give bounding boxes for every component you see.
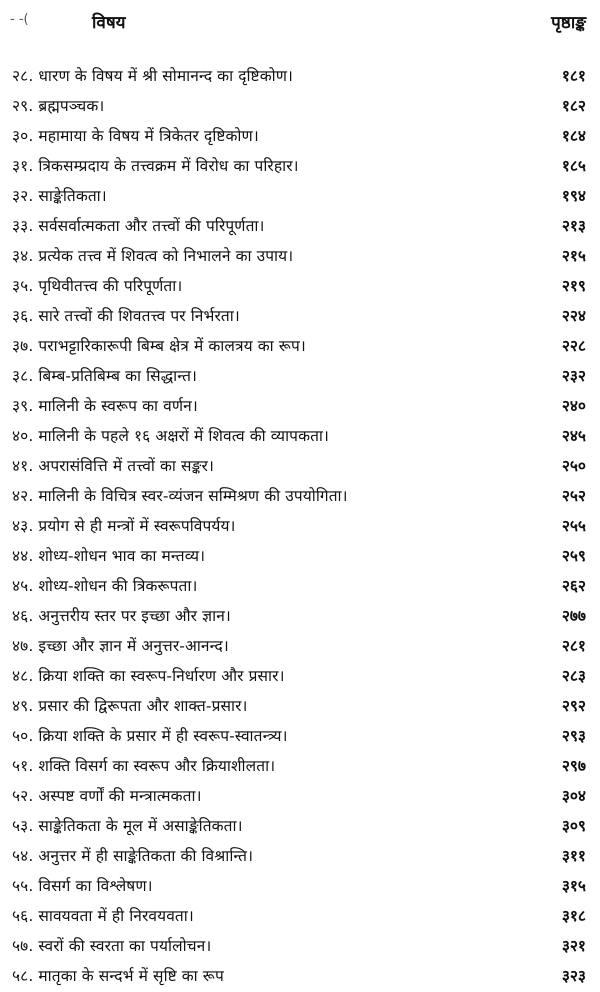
toc-entry-title: ४५. शोध्य-शोधन की त्रिकरूपता।	[12, 577, 198, 595]
toc-row	[0, 902, 600, 932]
toc-entry-page: ३०९	[561, 817, 586, 835]
toc-row	[0, 452, 600, 482]
toc-row	[0, 962, 600, 992]
toc-entry-title: ३५. पृथिवीतत्त्व की परिपूर्णता।	[12, 277, 183, 295]
toc-entry-page: २६२	[561, 577, 586, 595]
toc-entry-title: ५६. सावयवता में ही निरवयवता।	[12, 907, 194, 925]
toc-entry-page: ३१५	[561, 877, 586, 895]
toc-entry-page: २२८	[561, 337, 586, 355]
corner-mark: - -(	[10, 12, 29, 27]
toc-entry-page: ३०४	[561, 787, 586, 805]
toc-row	[0, 392, 600, 422]
toc-row	[0, 92, 600, 122]
toc-entry-page: २५९	[561, 547, 586, 565]
toc-entry-title: ५७. स्वरों की स्वरता का पर्यालोचन।	[12, 937, 212, 955]
toc-entry-page: २८१	[561, 637, 586, 655]
toc-entry-page: २८३	[561, 667, 586, 685]
toc-row	[0, 302, 600, 332]
toc-entry-page: १८१	[561, 67, 586, 85]
toc-entry-title: ३९. मालिनी के स्वरूप का वर्णन।	[12, 397, 198, 415]
toc-list	[0, 62, 600, 992]
toc-row	[0, 722, 600, 752]
toc-row	[0, 782, 600, 812]
toc-entry-page: २१३	[561, 217, 586, 235]
toc-entry-title: २९. ब्रह्मपञ्चक।	[12, 97, 105, 115]
toc-entry-title: ४७. इच्छा और ज्ञान में अनुत्तर-आनन्द।	[12, 637, 229, 655]
toc-row	[0, 482, 600, 512]
toc-row	[0, 242, 600, 272]
toc-row	[0, 272, 600, 302]
toc-entry-page: २२४	[561, 307, 586, 325]
toc-entry-page: २५२	[561, 487, 586, 505]
toc-entry-title: ४८. क्रिया शक्ति का स्वरूप-निर्धारण और प्रसार।	[12, 667, 285, 685]
toc-entry-title: ५२. अस्पष्ट वर्णों की मन्त्रात्मकता।	[12, 787, 202, 805]
toc-row	[0, 332, 600, 362]
toc-row	[0, 872, 600, 902]
toc-entry-title: ५०. क्रिया शक्ति के प्रसार में ही स्वरूप-स्वातन्त्र्य।	[12, 727, 288, 745]
toc-entry-page: ३११	[561, 847, 586, 865]
page-number-heading: पृष्ठाङ्क	[551, 13, 586, 33]
toc-row	[0, 212, 600, 242]
toc-entry-title: ४४. शोध्य-शोधन भाव का मन्तव्य।	[12, 547, 206, 565]
toc-row	[0, 932, 600, 962]
toc-entry-page: ३१८	[561, 907, 586, 925]
toc-entry-page: २३२	[561, 367, 586, 385]
toc-entry-title: ५३. साङ्केतिकता के मूल में असाङ्केतिकता।	[12, 817, 243, 835]
toc-entry-page: २९३	[561, 727, 586, 745]
toc-entry-page: २९२	[561, 697, 586, 715]
toc-entry-title: ४२. मालिनी के विचित्र स्वर-व्यंजन सम्मिश्रण की उपयोगिता।	[12, 487, 348, 505]
toc-entry-page: २७७	[561, 607, 586, 625]
toc-entry-title: ५५. विसर्ग का विश्लेषण।	[12, 877, 153, 895]
toc-entry-title: ३०. महामाया के विषय में त्रिकेतर दृष्टिकोण।	[12, 127, 259, 145]
toc-row	[0, 182, 600, 212]
toc-entry-page: २१९	[561, 277, 586, 295]
toc-entry-title: ४१. अपरासंवित्ति में तत्त्वों का सङ्कर।	[12, 457, 214, 475]
toc-entry-page: १८२	[561, 97, 586, 115]
toc-row	[0, 752, 600, 782]
toc-row	[0, 362, 600, 392]
toc-row	[0, 122, 600, 152]
toc-row	[0, 542, 600, 572]
toc-row	[0, 692, 600, 722]
toc-entry-title: ३३. सर्वसर्वात्मकता और तत्त्वों की परिपूर्णता।	[12, 217, 265, 235]
toc-entry-page: २५५	[561, 517, 586, 535]
toc-row	[0, 152, 600, 182]
toc-row	[0, 602, 600, 632]
toc-entry-page: ३२३	[561, 967, 586, 985]
toc-entry-title: २८. धारण के विषय में श्री सोमानन्द का दृष्टिकोण।	[12, 67, 294, 85]
toc-entry-page: १८४	[561, 127, 586, 145]
toc-entry-page: २१५	[561, 247, 586, 265]
toc-row	[0, 512, 600, 542]
toc-row	[0, 572, 600, 602]
toc-entry-page: २४०	[561, 397, 586, 415]
toc-entry-title: ५४. अनुत्तर में ही साङ्केतिकता की विश्रान्ति।	[12, 847, 254, 865]
toc-entry-title: ३८. बिम्ब-प्रतिबिम्ब का सिद्धान्त।	[12, 367, 197, 385]
toc-entry-title: ३२. साङ्केतिकता।	[12, 187, 107, 205]
toc-entry-title: ३६. सारे तत्त्वों की शिवतत्त्व पर निर्भरता।	[12, 307, 240, 325]
toc-row	[0, 812, 600, 842]
toc-entry-title: ४३. प्रयोग से ही मन्त्रों में स्वरूपविपर्यय।	[12, 517, 236, 535]
toc-entry-page: १८५	[561, 157, 586, 175]
toc-entry-title: ४०. मालिनी के पहले १६ अक्षरों में शिवत्व की व्यापकता।	[12, 427, 330, 445]
toc-entry-page: २९७	[561, 757, 586, 775]
toc-row	[0, 842, 600, 872]
toc-entry-page: २५०	[561, 457, 586, 475]
toc-row	[0, 632, 600, 662]
toc-entry-title: ३७. पराभट्टारिकारूपी बिम्ब क्षेत्र में कालत्रय का रूप।	[12, 337, 306, 355]
toc-entry-title: ४९. प्रसार की द्विरूपता और शाक्त-प्रसार।	[12, 697, 248, 715]
toc-entry-page: २४५	[561, 427, 586, 445]
toc-entry-title: ५८. मातृका के सन्दर्भ में सृष्टि का रूप	[12, 967, 224, 985]
toc-entry-title: ४६. अनुत्तरीय स्तर पर इच्छा और ज्ञान।	[12, 607, 231, 625]
toc-entry-title: ३१. त्रिकसम्प्रदाय के तत्त्वक्रम में विरोध का परिहार।	[12, 157, 299, 175]
toc-row	[0, 422, 600, 452]
toc-header	[0, 6, 600, 36]
subject-heading: विषय	[92, 13, 126, 33]
toc-row	[0, 662, 600, 692]
toc-entry-title: ३४. प्रत्येक तत्त्व में शिवत्व को निभालने का उपाय।	[12, 247, 294, 265]
toc-row	[0, 62, 600, 92]
toc-entry-page: १९४	[561, 187, 586, 205]
toc-entry-title: ५१. शक्ति विसर्ग का स्वरूप और क्रियाशीलता।	[12, 757, 276, 775]
toc-entry-page: ३२१	[561, 937, 586, 955]
